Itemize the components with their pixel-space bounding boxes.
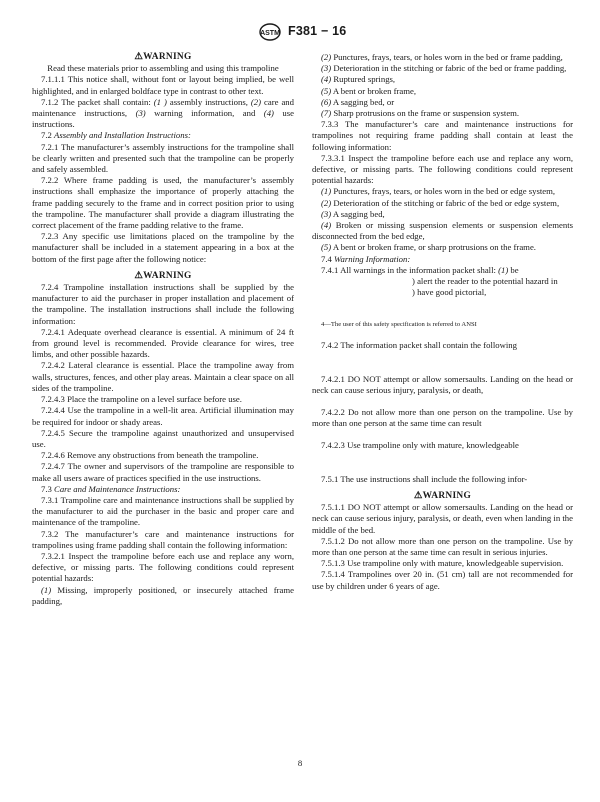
blank-space [312,396,573,407]
paragraph: 7.4.2.3 Use trampoline only with mature, knowledgeable [321,440,519,451]
paragraph: 7.4.1 All warnings in the information packet shall: (1) be [321,264,519,275]
paragraph: 7.2.2 Where frame padding is used, the manufacturer’s assembly instructions shall emphasize the importance of properly attaching the frame padding securely to the frame and in correct position prior to using the trampoline. The manufacturer shall provide a diagram illustrating the correct placement of the frame padding relative to the frame. [32,175,294,231]
paragraph: 7.4 Warning Information: [321,253,411,264]
paragraph: 7.4.2.1 DO NOT attempt or allow somersaults. Landing on the head or neck can cause serious injury, paralysis, or death, [312,373,573,395]
paragraph: 7.5.1.3 Use trampoline only with mature, knowledgeable supervision. [321,558,564,569]
paragraph: (5) A bent or broken frame, or sharp protrusions on the frame. [321,242,536,253]
blank-space [312,298,573,320]
paragraph: 7.1.1.1 This notice shall, without font or layout being implied, be well highlighted, and in enlarged boldface type in contrast to other text. [32,74,294,96]
paragraph: 7.5.1.1 DO NOT attempt or allow somersaults. Landing on the head or neck can cause serious injury, paralysis, or death, even when landing in the middle of the bed. [312,502,573,535]
paragraph: (2) Punctures, frays, tears, or holes worn in the bed or frame padding, [321,52,563,62]
paragraph: 7.4.2.2 Do not allow more than one person on the trampoline. Use by more than one person at the same time can result [312,407,573,429]
paragraph: 7.3.3 The manufacturer’s care and maintenance instructions for trampolines not requiring frame padding shall contain at least the following information: [312,119,573,152]
paragraph: 7.3 Care and Maintenance Instructions: [41,483,181,494]
blank-space [312,429,573,440]
document-id: F381 − 16 [288,24,347,38]
svg-text:ASTM: ASTM [260,30,280,37]
paragraph: 7.1.2 The packet shall contain: (1 ) assembly instructions, (2) care and maintenance instructions, (3) warning information, and (4) use instructions. [32,96,294,130]
paragraph: (5) A bent or broken frame, [321,85,417,96]
paragraph: (1) Punctures, frays, tears, or holes worn in the bed or edge system, [321,186,556,197]
paragraph: (4) Broken or missing suspension elements or suspension elements disconnected from the bed edge, [312,220,573,242]
paragraph: 7.2.1 The manufacturer’s assembly instructions for the trampoline shall be clearly written and presented such that the trampoline can be properly and safely assembled. [32,141,294,175]
paragraph: (4) Ruptured springs, [321,74,396,85]
astm-logo-icon [259,23,281,41]
left-column [32,52,294,607]
page-header [0,22,600,44]
paragraph: 7.2.4.2 Lateral clearance is essential. Place the trampoline away from walls, structures, fences, and other play areas. Maintain a clear space on all sides of the trampoline. [32,360,294,393]
paragraph: (2) Deterioration of the stitching or fabric of the bed or edge system, [321,197,560,208]
paragraph: (3) Deterioration in the stitching or fabric of the bed or frame padding, [321,63,567,74]
warning-heading: ⚠WARNING [413,490,472,501]
paragraph: 7.2.4.3 Place the trampoline on a level surface before use. [41,394,242,405]
warning-heading: ⚠WARNING [134,270,192,281]
paragraph: (7) Sharp protrusions on the frame or suspension system. [321,108,520,119]
paragraph: 7.3.1 Trampoline care and maintenance instructions shall be supplied by the manufacturer to aid the purchaser in the basic and proper care and maintenance of the trampoline. [32,494,294,528]
paragraph: 7.2.4.4 Use the trampoline in a well-lit area. Artificial illumination may be required for indoor or shady areas. [32,405,294,427]
paragraph: ) alert the reader to the potential hazard in [412,276,558,287]
paragraph: 7.5.1 The use instructions shall include the following infor- [321,473,528,484]
paragraph: 7.3.2.1 Inspect the trampoline before each use and replace any worn, defective, or missing parts. The following conditions could represent potential hazards: [32,550,294,584]
paragraph: 7.2.4.1 Adequate overhead clearance is essential. A minimum of 24 ft from ground level is recommended. Provide clearance for wires, tree limbs, and other possible hazards. [32,326,294,360]
right-column [312,52,573,592]
paragraph: 7.3.2 The manufacturer’s care and maintenance instructions for trampolines using frame padding shall contain the following information: [32,528,294,550]
paragraph: 7.2.4.6 Remove any obstructions from beneath the trampoline. [41,450,259,461]
note-text: 4—The user of this safety specification is referred to ANSI [321,321,477,329]
paragraph: ) have good pictorial, [412,287,487,298]
paragraph: (6) A sagging bed, or [321,96,395,107]
blank-space [312,352,573,374]
paragraph: 7.2.4.7 The owner and supervisors of the trampoline are responsible to make all users aware of practices specified in the use instructions. [32,461,294,483]
paragraph: 7.5.1.2 Do not allow more than one person on the trampoline. Use by more than one person at the same time can result in serious injuries. [312,535,573,557]
paragraph: 7.2.4 Trampoline installation instructions shall be supplied by the manufacturer to aid the purchaser in proper installation and placement of the trampoline. The installation instructions shall include the following information: [32,282,294,326]
paragraph: (3) A sagging bed, [321,208,385,219]
paragraph: 7.2 Assembly and Installation Instructions: [41,130,191,141]
warning-heading: ⚠WARNING [134,52,192,62]
paragraph: 7.2.4.5 Secure the trampoline against unauthorized and unsupervised use. [32,427,294,449]
paragraph: 7.5.1.4 Trampolines over 20 in. (51 cm) tall are not recommended for use by children under 6 years of age. [312,569,573,591]
warning-notice: Read these materials prior to assembling and using this trampoline [47,63,279,74]
paragraph: 7.3.3.1 Inspect the trampoline before each use and replace any worn, defective, or missing parts. The following conditions could represent potential hazards: [312,152,573,186]
page-number: 8 [297,758,303,768]
paragraph: 7.4.2 The information packet shall contain the following [321,340,517,351]
blank-space [312,329,573,340]
blank-space [312,452,573,474]
paragraph: (1) Missing, improperly positioned, or insecurely attached frame padding, [32,584,294,606]
paragraph: 7.2.3 Any specific use limitations placed on the trampoline by the manufacturer shall be included in a statement appearing in a box at the bottom of the first page after the following notice: [32,231,294,264]
